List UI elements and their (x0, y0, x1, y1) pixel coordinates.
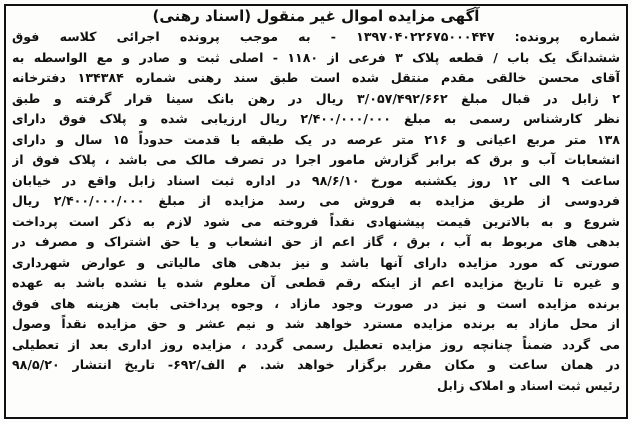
notice-line: شروع و به بالاترین قیمت پیشنهادی نقداً فروخته می شود لازم به ذکر است پرداخت (12, 213, 620, 229)
notice-line: می گردد ضمناً چنانچه روز مزایده تعطیل رسمی گردد ، مزایده روز اداری بعد از تعطیلی (12, 336, 620, 352)
notice-line: ۱۳۸ متر مربع اعیانی و ۲۱۶ متر عرصه در یک طبقه با قدمت حدوداً ۱۵ سال و دارای (12, 131, 620, 147)
notice-line: ساعت ۹ الی ۱۲ روز یکشنبه مورخ ۹۸/۶/۱۰ در اداره ثبت اسناد زابل واقع در خیابان (12, 172, 620, 188)
notice-line: از محل مازاد به برنده مزایده مسترد خواهد شد و نیم عشر و حق مزایده نقداً وصول (12, 316, 620, 331)
notice-signature: رئیس ثبت اسناد و املاک زابل (436, 377, 620, 393)
notice-line: نظر کارشناس رسمی به مبلغ ۲/۴۰۰/۰۰۰/۰۰۰ ریال ارزیابی شده و پلاک فوق دارای (12, 111, 620, 126)
notice-line: در همان ساعت و مکان مقرر برگزار خواهد شد. م الف/۶۹۲- تاریخ انتشار ۹۸/۵/۲۰ (12, 357, 620, 372)
notice-line: فردوسی از طریق مزایده به فروش می رسد مزایده از مبلغ ۲/۴۰۰/۰۰۰/۰۰۰ ریال (12, 193, 620, 208)
notice-line: شماره پرونده: ۱۳۹۷۰۴۰۲۲۶۷۵۰۰۰۴۴۷ - به موجب پرونده اجرائی کلاسه فوق (12, 29, 620, 44)
notice-line: برنده مزایده است و نیز در صورت وجود مازاد ، وجوه پرداختی بابت هزینه های فوق (12, 295, 620, 311)
notice-line: انشعابات آب و برق که برابر گزارش مامور اجرا در تصرف مالک می باشد ، پلاک فوق از (12, 152, 620, 167)
notice-title: آگهی مزایده اموال غیر منقول (اسناد رهنی) (152, 7, 480, 25)
notice-line: ششدانگ یک باب / قطعه پلاک ۳ فرعی از ۱۱۸۰ - اصلی ثبت و صادر و مع الواسطه به (12, 49, 620, 65)
notice-line: آقای محسن خالقی مقدم منتقل شده است طبق سند رهنی شماره ۱۳۴۳۸۴ دفترخانه (12, 70, 620, 85)
notice-line: صورتی که مورد مزایده دارای آنها باشد و نیز بدهی های مالیاتی و عوارض شهرداری (12, 254, 620, 270)
notice-line: ۲ زابل در قبال مبلغ ۳/۰۵۷/۴۹۲/۶۶۲ ریال در رهن بانک سینا قرار گرفته و طبق (12, 90, 620, 106)
notice-line: و غیره تا تاریخ مزایده اعم از اینکه رقم قطعی آن معلوم شده یا نشده باشد به عهده (12, 275, 620, 290)
notice-line: بدهی های مربوط به آب ، برق ، گاز اعم از حق انشعاب و یا حق اشتراک و مصرف در (12, 234, 620, 249)
notice-body (12, 27, 620, 396)
